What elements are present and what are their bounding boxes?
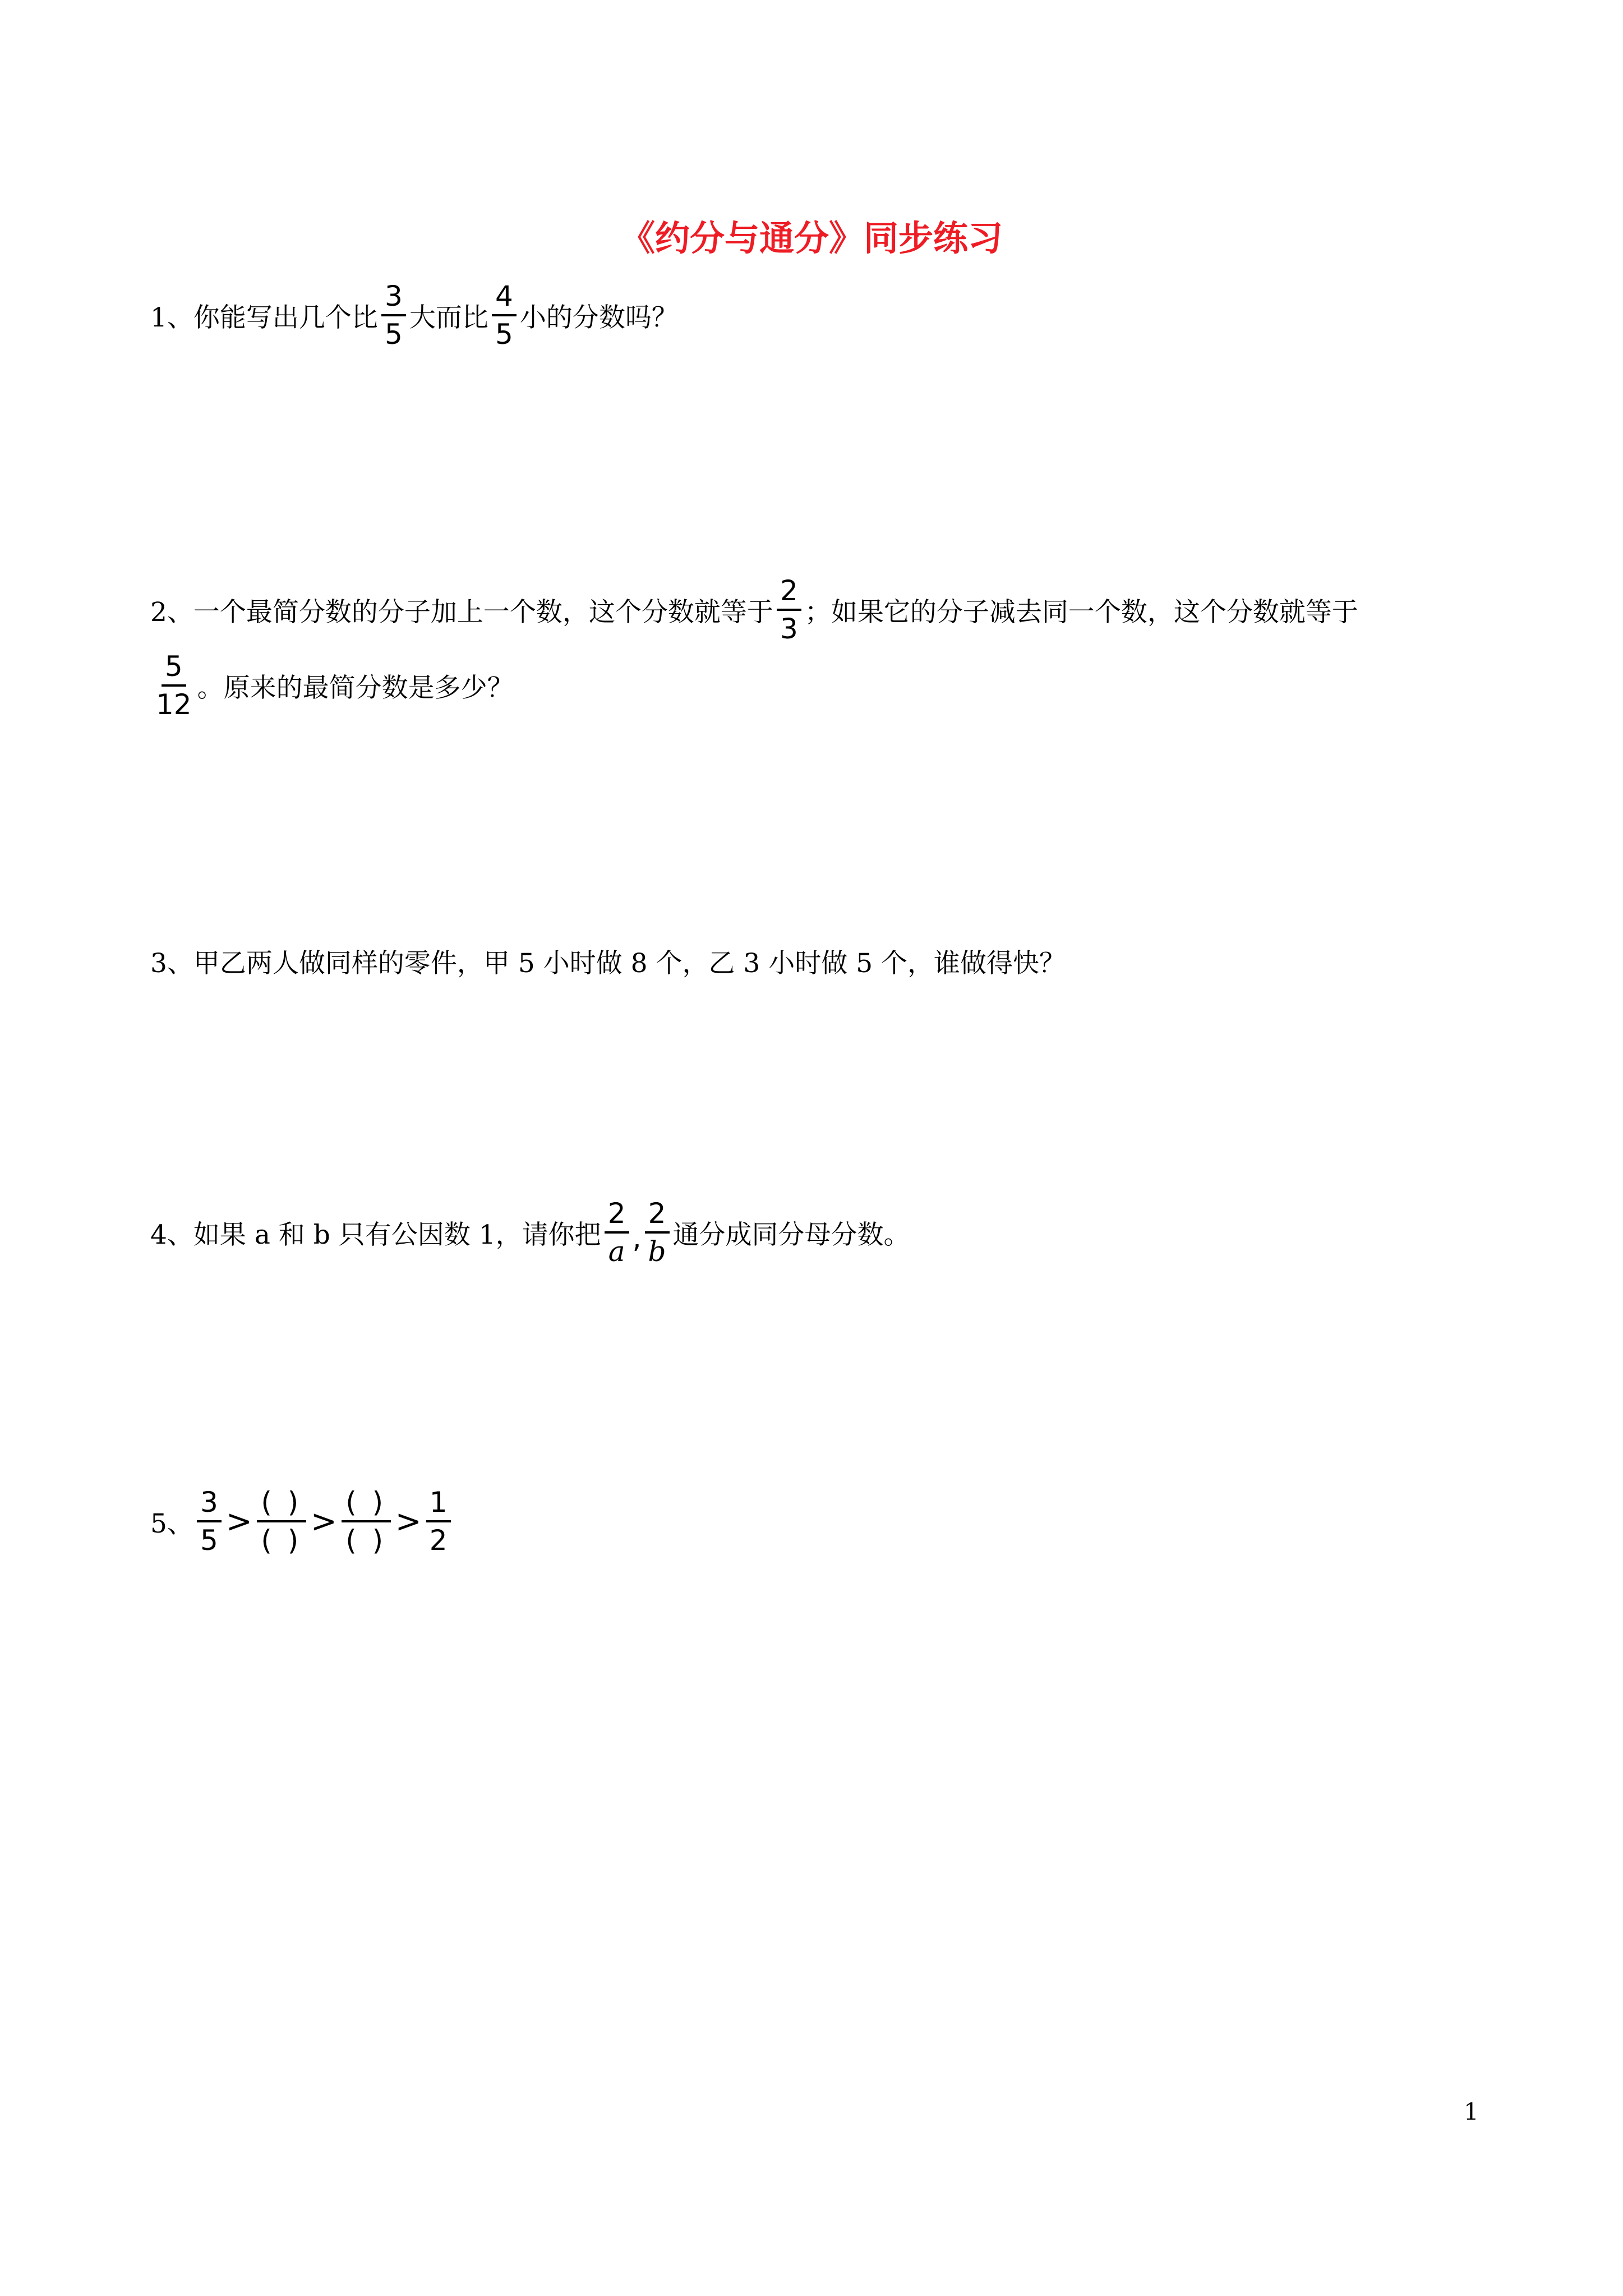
numerator: 3 [197, 1487, 222, 1522]
numerator: 2 [777, 575, 801, 611]
denominator: 12 [156, 688, 192, 721]
greater-than-sign: > [225, 1503, 252, 1540]
blank-numerator: ( ) [342, 1487, 391, 1522]
question-1 [150, 280, 678, 350]
fraction-3-5 [381, 280, 406, 350]
question-2-line-1 [150, 575, 1358, 645]
denominator: 5 [385, 318, 403, 351]
blank-fraction-2 [342, 1487, 391, 1556]
blank-numerator: ( ) [257, 1487, 306, 1522]
fraction-3-5 [197, 1487, 222, 1556]
numerator: 2 [605, 1198, 629, 1234]
greater-than-sign: > [310, 1503, 337, 1540]
denominator: 5 [200, 1524, 218, 1557]
denominator: 5 [495, 318, 513, 351]
question-4-suffix: 通分成同分母分数。 [672, 1219, 910, 1250]
question-2-line-2 [150, 651, 514, 720]
fraction-2-b [645, 1198, 670, 1267]
question-2-prefix: 2、一个最简分数的分子加上一个数，这个分数就等于 [150, 596, 773, 628]
question-4-prefix: 4、如果 a 和 b 只有公因数 1，请你把 [150, 1219, 601, 1250]
question-4 [150, 1198, 910, 1267]
numerator: 1 [426, 1487, 451, 1522]
greater-than-sign: > [395, 1503, 422, 1540]
fraction-4-5 [492, 280, 517, 350]
denominator: a [608, 1235, 625, 1268]
numerator: 5 [162, 651, 186, 687]
numerator: 3 [381, 280, 406, 316]
page-number: 1 [1464, 2098, 1479, 2125]
numerator: 2 [645, 1198, 670, 1234]
denominator: 3 [780, 613, 798, 645]
question-5 [150, 1487, 454, 1556]
comma: , [632, 1222, 642, 1254]
question-3 [150, 942, 1066, 980]
blank-denominator: ( ) [261, 1524, 302, 1557]
question-2-mid: ；如果它的分子减去同一个数，这个分数就等于 [804, 596, 1358, 628]
numerator: 4 [492, 280, 517, 316]
fraction-1-2 [426, 1487, 451, 1556]
question-2-suffix: 。原来的最简分数是多少？ [197, 672, 514, 703]
question-5-prefix: 5、 [150, 1508, 193, 1539]
page-title: 《约分与通分》同步练习 [620, 218, 1003, 259]
denominator: 2 [429, 1524, 448, 1557]
blank-fraction-1 [257, 1487, 306, 1556]
fraction-2-a [605, 1198, 629, 1267]
denominator: b [648, 1235, 666, 1268]
question-1-mid: 大而比 [409, 302, 488, 333]
blank-denominator: ( ) [345, 1524, 387, 1557]
fraction-5-12 [154, 651, 194, 720]
question-1-prefix: 1、你能写出几个比 [150, 302, 378, 333]
fraction-2-3 [777, 575, 801, 645]
question-3-text: 3、甲乙两人做同样的零件，甲 5 小时做 8 个，乙 3 小时做 5 个，谁做得快？ [150, 948, 1066, 979]
question-1-suffix: 小的分数吗？ [519, 302, 678, 333]
